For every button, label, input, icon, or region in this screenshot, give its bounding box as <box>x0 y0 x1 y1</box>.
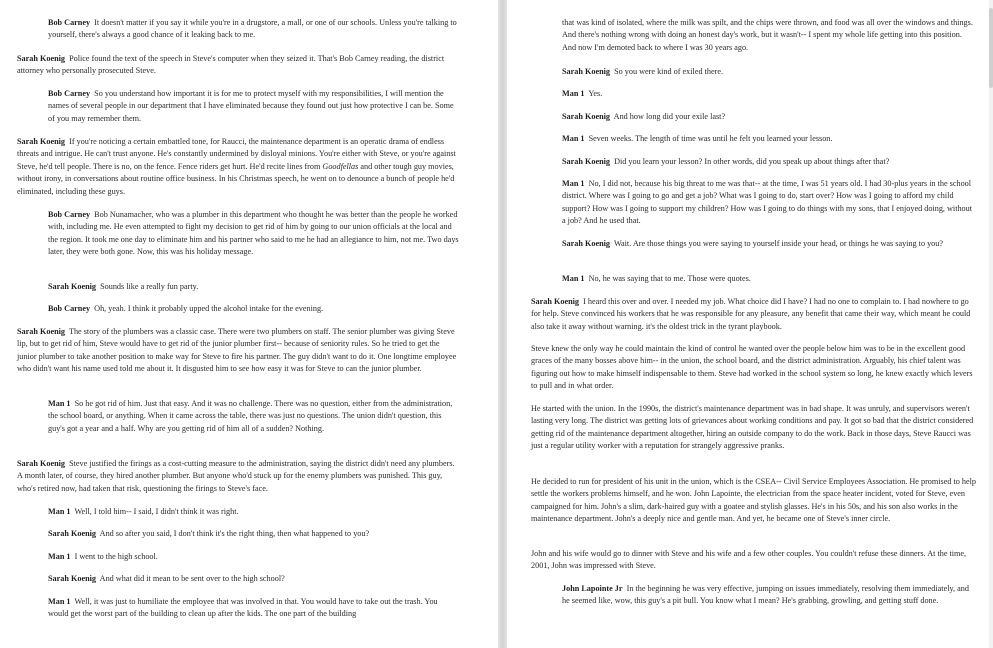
speaker-name: Sarah Koenig <box>17 327 65 336</box>
paragraph-text: So you understand how important it is for me to protect myself with my responsibilities, I will mention the names of several people in our department that I have eliminated because they found out just how protective I can be. Some of you may remember them. <box>48 89 454 123</box>
paragraph <box>562 17 974 54</box>
paragraph <box>562 238 974 250</box>
speaker-name: Sarah Koenig <box>531 297 579 306</box>
paragraph <box>562 156 974 168</box>
paragraph <box>48 528 459 540</box>
paragraph-text: Steve knew the only way he could maintain the kind of control he wanted over the people below him was to be in the excellent good graces of the many bosses above him-- in the union, the school board, and the district administration. Arguably, his chief talent was figuring out how to make himself indispensable to them. Steve had worked in the school system so long, he knew exactly which levers to pull and in what order. <box>531 344 973 391</box>
speaker-name: Man 1 <box>562 89 585 98</box>
paragraph-text: I heard this over and over. I needed my job. What choice did I have? I had no one to complain to. I had nowhere to go for help. Steve convinced his workers that he was responsible for any pleasure, any benefit that came their way, which meant he could also take it away without warning. it's the oldest trick in the tyrant playbook. <box>531 297 971 331</box>
paragraph <box>48 596 459 621</box>
paragraph <box>48 281 459 293</box>
paragraph-text: And so after you said, I don't think it's the right thing, then what happened to you? <box>99 529 370 538</box>
speaker-name: Sarah Koenig <box>17 459 65 468</box>
paragraph <box>531 548 976 573</box>
paragraph-text: Well, it was just to humiliate the employee that was involved in that. You would have to take out the trash. You would get the worst part of the building to clean up after the kids. The one part of the building <box>48 597 438 619</box>
paragraph-text: Well, I told him-- I said, I didn't think it was right. <box>74 507 239 516</box>
speaker-name: Sarah Koenig <box>48 282 96 291</box>
paragraph-text: Oh, yeah. I think it probably upped the alcohol intake for the evening. <box>94 304 324 313</box>
paragraph <box>48 506 459 518</box>
paragraph-text: Police found the text of the speech in Steve's computer when they seized it. That's Bob Carney reading, the district attorney who personally prosecuted Steve. <box>17 54 445 76</box>
paragraph-text: No, he was saying that to me. Those were quotes. <box>588 274 751 283</box>
paragraph <box>531 403 976 453</box>
paragraph-text: and other tough guy movies, without irony, in conversations about routine office business. In his Christmas speech, he went on to denounce a bunch of people he'd eliminated, including these guys. <box>17 161 455 196</box>
paragraph <box>17 136 459 198</box>
speaker-name: Man 1 <box>562 134 585 143</box>
speaker-name: Sarah Koenig <box>17 137 65 146</box>
paragraph <box>17 53 459 78</box>
paragraph-text: And what did it mean to be sent over to the high school? <box>99 574 285 583</box>
paragraph-text: And how long did your exile last? <box>613 112 726 121</box>
movie-title: Goodfellas <box>322 161 359 171</box>
paragraph-text: The story of the plumbers was a classic case. There were two plumbers on staff. The senior plumber was giving Steve lip, but to get rid of him, Steve would have to get rid of the junior plumber first-- because of seniority rules. So he tried to get the junior plumber to take another position to make way for Steve to fire his partner. The guy didn't want to do it. One longtime employee who didn't want his name used told me about it. It disgusted him to see how easy it was for Steve to can the junior plumber. <box>17 327 457 374</box>
paragraph <box>17 458 459 495</box>
speaker-name: Sarah Koenig <box>17 54 65 63</box>
speaker-name: Man 1 <box>562 274 585 283</box>
speaker-name: Bob Carney <box>48 89 91 98</box>
paragraph <box>48 88 459 125</box>
speaker-name: Sarah Koenig <box>562 67 610 76</box>
paragraph-text: It doesn't matter if you say it while you're in a drugstore, a mall, or one of our schools. Unless you're talking to yourself, there's always a good chance of it leaking back to me. <box>48 18 457 40</box>
speaker-name: Sarah Koenig <box>562 112 610 121</box>
scrollbar-thumb[interactable] <box>989 8 993 88</box>
paragraph-text: He started with the union. In the 1990s, the district's maintenance department was in bad shape. It was unruly, and supervisors weren't lasting very long. The district was getting lots of grievances about working conditions and pay. It got so bad that the district considered getting rid of the maintenance department altogether, hiring an outside company to do the work. Back in those days, Steve Raucci was just a regular utility worker with a reputation for strangely aggressive pranks. <box>531 404 974 451</box>
speaker-name: Man 1 <box>48 552 71 561</box>
paragraph-text: Wait. Are those things you were saying to yourself inside your head, or things he was saying to you? <box>613 239 944 248</box>
speaker-name: Man 1 <box>48 399 71 408</box>
paragraph-text: that was kind of isolated, where the milk was spilt, and the chips were thrown, and food was all over the windows and things. And there's nothing wrong with doing an honest day's work, but it wasn't-- I spent my whole life getting into this position. And now I'm demoted back to where I was 30 years ago. <box>562 18 973 52</box>
paragraph <box>48 303 459 315</box>
paragraph-text: So he got rid of him. Just that easy. And it was no challenge. There was no question, either from the administration, the school board, or anything. When it came across the table, there was just no questions. The union didn't question, this guy's got a year and a half. Why are you getting rid of him all of a sudden? Nothing. <box>48 399 453 433</box>
paragraph <box>48 398 459 435</box>
paragraph-text: Bob Nunamacher, who was a plumber in this department who thought he was better than the people he worked with, including me. He even attempted to fight my decision to get rid of him by going to our union officials at the local and the region. It took me one day to eliminate him and his partner who said to me he had an allegiance to him, not me. Two days later, they were both gone. Now, this was his holiday message. <box>48 210 459 257</box>
speaker-name: Man 1 <box>48 507 71 516</box>
paragraph <box>17 326 459 376</box>
paragraph <box>48 551 459 563</box>
paragraph <box>562 88 974 100</box>
speaker-name: John Lapointe Jr <box>562 584 623 593</box>
paragraph-text: John and his wife would go to dinner with Steve and his wife and a few other couples. You couldn't refuse these dinners. At the time, 2001, John was impressed with Steve. <box>531 549 967 571</box>
paragraph <box>562 583 974 608</box>
paragraph <box>562 66 974 78</box>
paragraph <box>48 573 459 585</box>
paragraph <box>531 476 976 526</box>
paragraph-text: He decided to run for president of his unit in the union, which is the CSEA-- Civil Service Employees Association. He promised to help settle the workers problems himself, and he won. John Lapointe, the electrician from the space heater incident, voted for Steve, even campaigned for him. John's a slim, dark-haired guy with a goatee and stylish glasses. He's in his 50s, and his son also works in the maintenance department. John's a deeply nice and gentle man. And yet, he became one of Steve's inner circle. <box>531 477 977 524</box>
paragraph-text: Yes. <box>588 89 603 98</box>
speaker-name: Sarah Koenig <box>562 239 610 248</box>
speaker-name: Bob Carney <box>48 304 91 313</box>
paragraph-text: I went to the high school. <box>74 552 158 561</box>
paragraph-text: Did you learn your lesson? In other words, did you speak up about things after that? <box>614 157 890 166</box>
paragraph-text: If you're noticing a certain embattled tone, for Raucci, the maintenance department is an operatic drama of endless threats and intrigue. He can't trust anyone. He's constantly undermined by disloyal minions. You're either with Steve, or you're against Steve, he'd tell people. There is no, on the fence. Fence riders get hurt. He'd recite lines from <box>17 137 456 171</box>
speaker-name: Bob Carney <box>48 210 91 219</box>
paragraph <box>531 296 976 333</box>
paragraph <box>562 178 974 228</box>
paragraph <box>562 273 974 285</box>
scrollbar-track[interactable] <box>989 0 993 648</box>
page-gutter <box>498 0 507 648</box>
paragraph-text: So you were kind of exiled there. <box>614 67 724 76</box>
paragraph-text: No, I did not, because his big threat to me was that-- at the time, I was 51 years old. I had 30-plus years in the school district. Where was I going to go and get a job? What was I going to do, start over? How was I going to afford my child support? How was I going to support my children? How was I going to do things with my sons, that I enjoyed doing, without a job? And he used that. <box>562 179 973 226</box>
paragraph-text: Seven weeks. The length of time was until he felt you learned your lesson. <box>588 134 833 143</box>
speaker-name: Man 1 <box>562 179 585 188</box>
paragraph-text: In the beginning he was very effective, jumping on issues immediately, resolving them immediately, and he seemed like, wow, this guy's a pit bull. You know what I mean? He's grabbing, growling, and getting stuff done. <box>562 584 969 606</box>
right-page <box>507 0 993 648</box>
paragraph <box>48 17 459 42</box>
paragraph <box>562 111 974 123</box>
speaker-name: Sarah Koenig <box>562 157 610 166</box>
speaker-name: Sarah Koenig <box>48 574 96 583</box>
speaker-name: Sarah Koenig <box>48 529 96 538</box>
paragraph <box>531 343 976 393</box>
speaker-name: Man 1 <box>48 597 71 606</box>
speaker-name: Bob Carney <box>48 18 91 27</box>
paragraph-text: Sounds like a really fun party. <box>100 282 199 291</box>
paragraph-text: Steve justified the firings as a cost-cutting measure to the administration, saying the district didn't need any plumbers. A month later, of course, they hired another plumber. But anyone who'd stuck up for the enemy plumbers was punished. This guy, who's retired now, had taken that risk, questioning the firings to Steve's face. <box>17 459 455 493</box>
paragraph <box>48 209 459 259</box>
paragraph <box>562 133 974 145</box>
